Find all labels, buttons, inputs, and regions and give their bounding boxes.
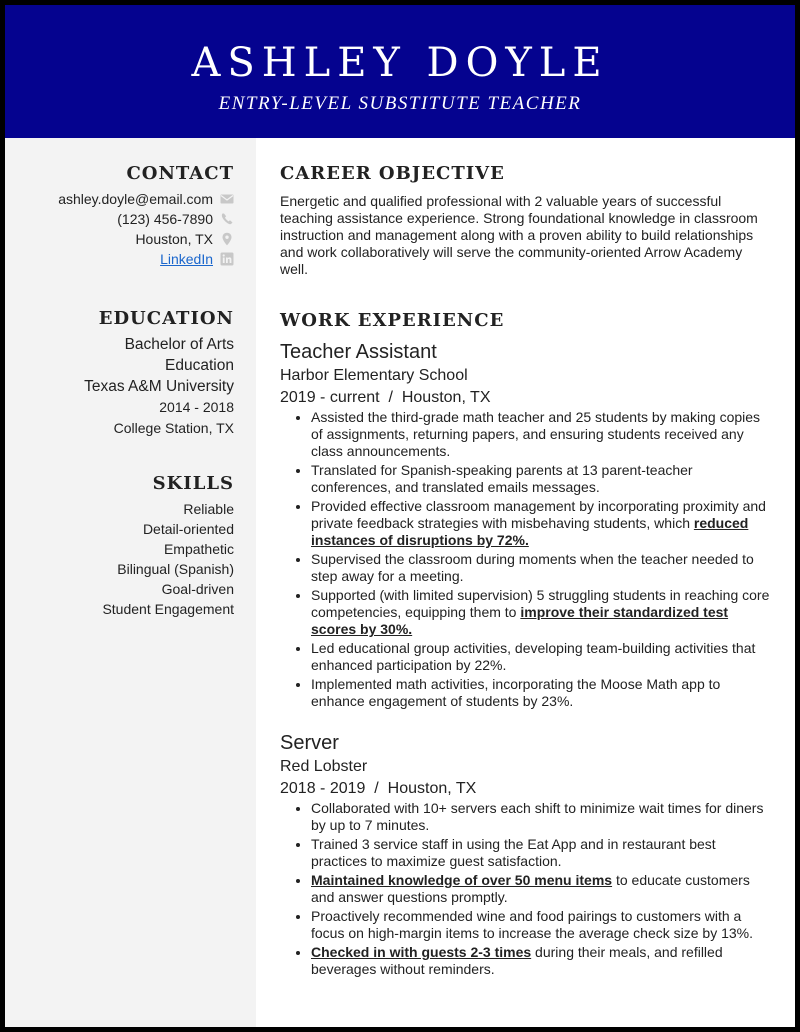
sidebar xyxy=(5,138,256,1027)
job-bullet: • Maintained knowledge of over 50 menu items to educate customers and answer questions promptly. xyxy=(311,872,770,906)
job-location: Houston, TX xyxy=(401,389,491,406)
skills-heading: SKILLS xyxy=(152,473,234,494)
skills-section xyxy=(102,473,234,619)
job-title: Teacher Assistant xyxy=(280,341,437,363)
education-years: 2014 - 2018 xyxy=(159,399,234,415)
linkedin-icon xyxy=(220,252,234,266)
experience-section xyxy=(280,310,770,980)
contact-phone-row xyxy=(58,209,234,229)
contact-linkedin-row xyxy=(58,249,234,269)
education-degree: Bachelor of Arts xyxy=(124,336,234,353)
resume-page xyxy=(5,5,795,1027)
phone-icon xyxy=(220,212,234,226)
highlight-text: Maintained knowledge of over 50 menu items xyxy=(311,872,613,888)
skill-item: Empathetic xyxy=(163,541,234,557)
job-bullet: • Implemented math activities, incorporating the Moose Math app to enhance engagement of students by 23%. xyxy=(311,676,770,710)
envelope-icon xyxy=(220,192,234,206)
skill-item: Goal-driven xyxy=(161,581,234,597)
skill-item: Detail-oriented xyxy=(142,521,234,537)
job-bullet: • Trained 3 service staff in using the Eat App and in restaurant best practices to maximize guest satisfaction. xyxy=(311,836,770,870)
job-bullets xyxy=(280,409,770,710)
job-bullet: • Translated for Spanish-speaking parents at 13 parent-teacher conferences, and translated emails messages. xyxy=(311,462,770,496)
job-separator: / xyxy=(374,780,379,797)
job-separator: / xyxy=(388,389,393,406)
contact-heading: CONTACT xyxy=(126,163,234,184)
job-bullet: • Assisted the third-grade math teacher and 25 students by making copies of assignments, returning papers, and ensuring students received any class announcements. xyxy=(311,409,770,460)
job-bullet: • Collaborated with 10+ servers each shift to minimize wait times for diners by up to 7 minutes. xyxy=(311,800,770,834)
job-dates: 2019 - current xyxy=(280,389,380,406)
job-dates: 2018 - 2019 xyxy=(280,780,366,797)
job-entry xyxy=(280,730,770,978)
job-bullet: • Supervised the classroom during moments when the teacher needed to step away for a meeting. xyxy=(311,551,770,585)
linkedin-link[interactable]: LinkedIn xyxy=(160,251,213,267)
skill-item: Reliable xyxy=(183,501,234,517)
highlight-text: improve their standardized test scores by 30%. xyxy=(311,604,729,637)
job-bullet: • Provided effective classroom management by incorporating proximity and private feedback strategies with misbehaving students, which reduced instances of disruptions by 72%. xyxy=(311,498,770,549)
contact-email[interactable]: ashley.doyle@email.com xyxy=(58,191,213,207)
job-company: Harbor Elementary School xyxy=(280,367,468,384)
job-meta xyxy=(280,778,770,800)
job-title: Server xyxy=(280,732,339,754)
skill-item: Student Engagement xyxy=(102,601,234,617)
map-pin-icon xyxy=(220,232,234,246)
contact-location-row xyxy=(58,229,234,249)
objective-heading: CAREER OBJECTIVE xyxy=(280,163,505,184)
experience-heading: WORK EXPERIENCE xyxy=(280,310,505,331)
job-bullet: • Led educational group activities, developing team-building activities that enhanced participation by 22%. xyxy=(311,640,770,674)
candidate-title: ENTRY-LEVEL SUBSTITUTE TEACHER xyxy=(218,93,582,114)
highlight-text: Checked in with guests 2-3 times xyxy=(311,944,532,960)
job-meta xyxy=(280,387,770,409)
education-location: College Station, TX xyxy=(113,420,234,436)
contact-phone: (123) 456-7890 xyxy=(117,211,213,227)
candidate-name: ASHLEY DOYLE xyxy=(191,40,609,86)
job-location: Houston, TX xyxy=(387,780,477,797)
education-school: Texas A&M University xyxy=(84,378,234,395)
objective-section xyxy=(280,163,770,278)
contact-section xyxy=(58,163,234,269)
objective-text: Energetic and qualified professional with 2 valuable years of successful teaching assistance experience. Strong foundational knowledge in classroom instruction and management along with a proven ability to build relationships and work collaboratively will serve the community-oriented Arrow Academy well. xyxy=(280,193,758,277)
resume-header xyxy=(5,5,795,138)
job-bullet: • Checked in with guests 2-3 times during their meals, and refilled beverages without reminders. xyxy=(311,944,770,978)
education-heading: EDUCATION xyxy=(98,308,234,329)
contact-email-row xyxy=(58,189,234,209)
job-entry xyxy=(280,339,770,710)
education-major: Education xyxy=(165,357,234,374)
job-bullet: • Supported (with limited supervision) 5 struggling students in reaching core competencies, equipping them to improve their standardized test scores by 30%. xyxy=(311,587,770,638)
job-bullets xyxy=(280,800,770,978)
education-section xyxy=(84,308,234,439)
contact-location: Houston, TX xyxy=(135,231,213,247)
job-bullet: • Proactively recommended wine and food pairings to customers with a focus on high-margin items to increase the average check size by 13%. xyxy=(311,908,770,942)
highlight-text: reduced instances of disruptions by 72%. xyxy=(311,515,749,548)
job-company: Red Lobster xyxy=(280,758,368,775)
skill-item: Bilingual (Spanish) xyxy=(117,561,234,577)
